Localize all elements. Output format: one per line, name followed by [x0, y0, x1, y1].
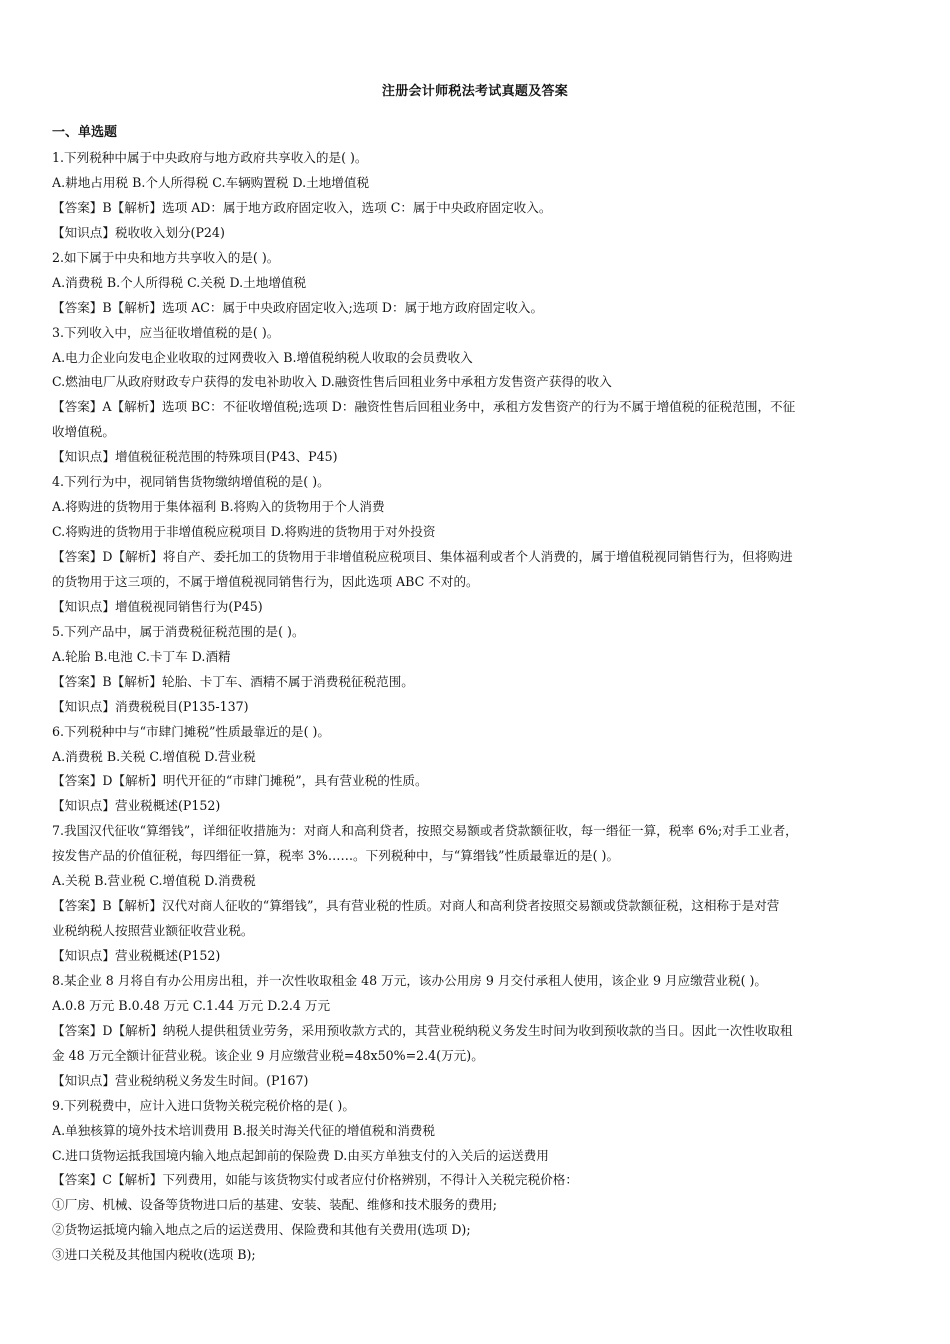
section-heading: 一、单选题 [52, 125, 118, 140]
text-line: A.消费税 B.个人所得税 C.关税 D.土地增值税 [52, 274, 307, 290]
text-line: 业税纳税人按照营业额征收营业税。 [52, 923, 254, 939]
text-line: 【答案】D【解析】纳税人提供租赁业劳务，采用预收款方式的，其营业税纳税义务发生时间为收到预收款的当日。因此一次性收取租 [52, 1022, 793, 1038]
text-line: 【答案】B【解析】轮胎、卡丁车、酒精不属于消费税征税范围。 [52, 673, 414, 689]
text-line: 【答案】B【解析】选项 AD：属于地方政府固定收入，选项 C：属于中央政府固定收入。 [52, 199, 552, 215]
text-line: 按发售产品的价值征税，每四缗征一算，税率 3%……。下列税种中，与“算缗钱”性质最靠近的是( )。 [52, 848, 620, 864]
text-line: ①厂房、机械、设备等货物进口后的基建、安装、装配、维修和技术服务的费用; [52, 1197, 498, 1213]
text-line: 的货物用于这三项的，不属于增值税视同销售行为，因此选项 ABC 不对的。 [52, 573, 479, 589]
text-line: C.燃油电厂从政府财政专户获得的发电补助收入 D.融资性售后回租业务中承租方发售资产获得的收入 [52, 374, 612, 390]
text-line: 【答案】B【解析】汉代对商人征收的“算缗钱”，具有营业税的性质。对商人和高利贷者按照交易额或贷款额征税，这相称于是对营 [52, 898, 780, 914]
text-line: 6.下列税种中与“市肆门摊税”性质最靠近的是( )。 [52, 723, 331, 739]
text-line: 8.某企业 8 月将自有办公用房出租，并一次性收取租金 48 万元，该办公用房 9 月交付承租人使用，该企业 9 月应缴营业税( )。 [52, 972, 768, 988]
document-title: 注册会计师税法考试真题及答案 [381, 84, 569, 99]
text-line: C.将购进的货物用于非增值税应税项目 D.将购进的货物用于对外投资 [52, 524, 436, 540]
text-line: A.将购进的货物用于集体福利 B.将购入的货物用于个人消费 [52, 499, 385, 515]
text-line: 【知识点】增值税征税范围的特殊项目(P43、P45) [52, 449, 338, 465]
text-line: 【答案】C【解析】下列费用，如能与该货物实付或者应付价格辨别，不得计入关税完税价格： [52, 1172, 578, 1188]
text-line: 【答案】D【解析】将自产、委托加工的货物用于非增值税应税项目、集体福利或者个人消费的，属于增值税视同销售行为，但将购进 [52, 549, 793, 564]
text-line: 【知识点】消费税税目(P135-137) [52, 698, 249, 714]
text-line: A.电力企业向发电企业收取的过网费收入 B.增值税纳税人收取的会员费收入 [52, 349, 473, 365]
text-line: 金 48 万元全额计征营业税。该企业 9 月应缴营业税=48x50%=2.4(万元)。 [52, 1047, 484, 1063]
text-line: C.进口货物运抵我国境内输入地点起卸前的保险费 D.由买方单独支付的入关后的运送费用 [52, 1147, 549, 1163]
text-line: A.关税 B.营业税 C.增值税 D.消费税 [52, 873, 256, 889]
text-line: 1.下列税种中属于中央政府与地方政府共享收入的是( )。 [52, 150, 368, 165]
text-line: 5.下列产品中，属于消费税征税范围的是( )。 [52, 623, 305, 639]
text-line: ③进口关税及其他国内税收(选项 B); [52, 1247, 256, 1263]
text-line: A.单独核算的境外技术培训费用 B.报关时海关代征的增值税和消费税 [52, 1122, 435, 1138]
text-line: 【答案】A【解析】选项 BC：不征收增值税;选项 D：融资性售后回租业务中，承租方发售资产的行为不属于增值税的征税范围，不征 [52, 399, 796, 415]
text-line: 【答案】D【解析】明代开征的“市肆门摊税”，具有营业税的性质。 [52, 773, 428, 789]
text-line: 【知识点】税收收入划分(P24) [52, 224, 225, 240]
text-line: A.0.8 万元 B.0.48 万元 C.1.44 万元 D.2.4 万元 [52, 997, 331, 1013]
document-body [52, 146, 906, 1268]
text-line: 4.下列行为中，视同销售货物缴纳增值税的是( )。 [52, 474, 330, 490]
text-line: 【知识点】营业税概述(P152) [52, 798, 221, 814]
text-line: 7.我国汉代征收“算缗钱”，详细征收措施为：对商人和高利贷者，按照交易额或者贷款额征收，每一缗征一算，税率 6%;对手工业者， [52, 823, 798, 839]
text-line: 3.下列收入中，应当征收增值税的是( )。 [52, 324, 280, 340]
text-line: 【知识点】增值税视同销售行为(P45) [52, 598, 263, 614]
text-line: A.消费税 B.关税 C.增值税 D.营业税 [52, 748, 256, 764]
text-line: 收增值税。 [52, 424, 115, 440]
text-line: A.轮胎 B.电池 C.卡丁车 D.酒精 [52, 648, 231, 664]
text-line: 【答案】B【解析】选项 AC：属于中央政府固定收入;选项 D：属于地方政府固定收入。 [52, 299, 544, 315]
text-line: 【知识点】营业税概述(P152) [52, 948, 221, 963]
text-line: ②货物运抵境内输入地点之后的运送费用、保险费和其他有关费用(选项 D); [52, 1222, 471, 1238]
text-line: A.耕地占用税 B.个人所得税 C.车辆购置税 D.土地增值税 [52, 174, 370, 190]
text-line: 【知识点】营业税纳税义务发生时间。(P167) [52, 1072, 309, 1088]
text-line: 9.下列税费中，应计入进口货物关税完税价格的是( )。 [52, 1097, 355, 1113]
text-line: 2.如下属于中央和地方共享收入的是( )。 [52, 249, 280, 265]
